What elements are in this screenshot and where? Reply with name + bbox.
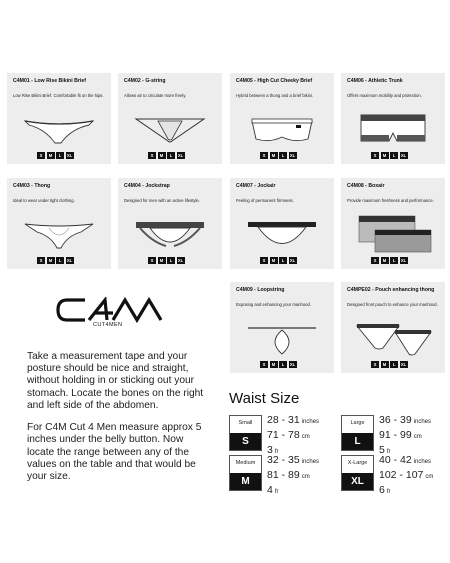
waist-size-block [229,454,339,496]
size-chip: M [381,257,389,264]
product-description: Designed front pouch to enhance your manhood. [347,302,438,307]
size-chip: XL [400,153,407,158]
size-chips [37,152,74,159]
inches-value: 32 - 35 [267,454,300,466]
product-description: Designed for men with an active lifestyle. [124,198,200,203]
size-chip: XL [289,153,296,158]
size-chip: L [167,257,175,264]
cm-value: 102 - 107 [379,469,424,481]
product-code: C4MPE02 - Pouch enhancing thong [347,287,435,293]
size-chip: L [56,257,64,264]
size-label: Medium [235,460,256,466]
product-description: Hybrid between a thong and a brief bikini. [236,93,314,98]
product-description: Exposing and enhancing your manhood. [236,302,311,307]
product-card [230,73,334,164]
size-values [379,453,433,498]
size-chip: L [56,152,64,159]
cm-unit: cm [301,474,310,480]
size-letter: XL [342,473,373,490]
product-card [341,282,445,373]
size-chip: XL [400,362,407,367]
cm-unit: cm [413,434,422,440]
size-chips [260,152,297,159]
size-chip: S [371,257,379,264]
product-description: Offers maximum mobility and protection. [347,93,422,98]
size-values [267,453,319,498]
fr-unit: fr [274,449,279,455]
product-card [7,178,111,269]
size-values [267,413,319,458]
waist-size-block [341,414,450,456]
brand-tagline: CUT4MEN [93,322,123,328]
fr-value: 6 [379,484,385,496]
size-label: Large [350,420,365,426]
size-chip: XL [66,258,73,263]
product-description: Ideal to wear under tight clothing. [13,198,75,203]
size-badge [341,415,374,451]
instructions-paragraph-2: For C4M Cut 4 Men measure approx 5 inches under the belly button. Now locate the range between any of the values on the table and that would be your size. [27,422,202,483]
waist-size-block [229,414,339,456]
inches-value: 28 - 31 [267,414,300,426]
size-chip: XL [177,153,184,158]
size-chip: S [148,152,156,159]
size-chip: M [47,152,55,159]
boxair-underwear-icon [353,212,433,254]
size-chips [37,257,74,264]
size-letter: M [230,473,261,490]
cm-value: 91 - 99 [379,429,412,441]
size-chip: M [270,152,278,159]
size-chip: S [371,361,379,368]
size-chip: L [279,257,287,264]
waist-size-block [341,454,450,496]
product-code: C4M01 - Low Rise Bikini Brief [13,78,86,84]
size-chip: XL [66,153,73,158]
size-chips [371,361,408,368]
size-chip: XL [289,362,296,367]
product-card [230,282,334,373]
size-letter: L [342,433,373,450]
cheeky-underwear-icon [242,107,322,149]
size-badge [229,455,262,491]
c4m-logo-mark [55,297,165,323]
measurement-instructions [27,351,207,493]
size-badge [229,415,262,451]
size-chip: S [37,152,45,159]
size-chip: XL [400,258,407,263]
product-card [7,73,111,164]
product-code: C4M04 - Jockstrap [124,183,170,189]
size-letter: S [230,433,261,450]
inches-unit: inches [301,459,320,465]
size-chip: XL [289,258,296,263]
size-chip: S [260,257,268,264]
jockair-underwear-icon [242,212,322,254]
jock-underwear-icon [130,212,210,254]
product-code: C4M02 - G-string [124,78,166,84]
waist-size-title: Waist Size [229,390,300,407]
inches-value: 40 - 42 [379,454,412,466]
product-card [118,73,222,164]
product-code: C4M08 - Boxair [347,183,385,189]
size-values [379,413,431,458]
size-chip: S [371,152,379,159]
size-chip: L [390,361,398,368]
size-chip: S [260,152,268,159]
size-chip: M [158,152,166,159]
product-code: C4M09 - Loopstring [236,287,285,293]
size-chip: M [47,257,55,264]
size-chip: S [260,361,268,368]
fr-value: 4 [267,484,273,496]
size-label: X-Large [347,460,368,466]
product-description: Feeling of permanent firmness. [236,198,294,203]
size-badge [341,455,374,491]
size-chip: L [279,152,287,159]
fr-value: 5 [379,444,385,456]
size-chip: L [279,361,287,368]
brand-logo [55,297,165,328]
size-chips [371,257,408,264]
fr-unit: fr [274,489,279,495]
instructions-paragraph-1: Take a measurement tape and your posture should be nice and straight, without holding in or sticking out your stomach. Locate the bones on the right and left side of the abdomen. [27,351,204,411]
inches-unit: inches [301,419,320,425]
size-chips [260,361,297,368]
size-chips [260,257,297,264]
product-code: C4M03 - Thong [13,183,51,189]
size-chips [148,152,185,159]
fr-unit: fr [386,489,391,495]
product-code: C4M05 - High Cut Cheeky Brief [236,78,313,84]
product-card [341,73,445,164]
gstring-underwear-icon [130,107,210,149]
cm-unit: cm [301,434,310,440]
trunk-underwear-icon [353,107,433,149]
size-chip: M [270,361,278,368]
size-chip: M [158,257,166,264]
size-label: Small [238,420,253,426]
size-chips [371,152,408,159]
size-chip: L [167,152,175,159]
product-card [230,178,334,269]
size-chip: M [270,257,278,264]
inches-value: 36 - 39 [379,414,412,426]
product-card [341,178,445,269]
size-chip: L [390,257,398,264]
bikini-underwear-icon [19,107,99,149]
product-description: Low Rise Bikini Brief. Comfortable fit on the hips. [13,93,104,98]
cm-unit: cm [425,474,434,480]
product-description: Allows air to circulate more freely. [124,93,187,98]
fr-unit: fr [386,449,391,455]
size-chips [148,257,185,264]
fr-value: 3 [267,444,273,456]
pouch-underwear-icon [353,316,433,358]
size-chip: M [381,361,389,368]
inches-unit: inches [413,459,432,465]
loop-underwear-icon [242,316,322,358]
size-chip: L [390,152,398,159]
product-description: Provide maximum freshness and performance. [347,198,434,203]
product-card [118,178,222,269]
size-chip: M [381,152,389,159]
size-chip: S [148,257,156,264]
inches-unit: inches [413,419,432,425]
product-code: C4M06 - Athletic Trunk [347,78,403,84]
thong-underwear-icon [19,212,99,254]
cm-value: 81 - 89 [267,469,300,481]
product-code: C4M07 - Jockair [236,183,276,189]
cm-value: 71 - 78 [267,429,300,441]
size-chip: S [37,257,45,264]
size-chip: XL [177,258,184,263]
